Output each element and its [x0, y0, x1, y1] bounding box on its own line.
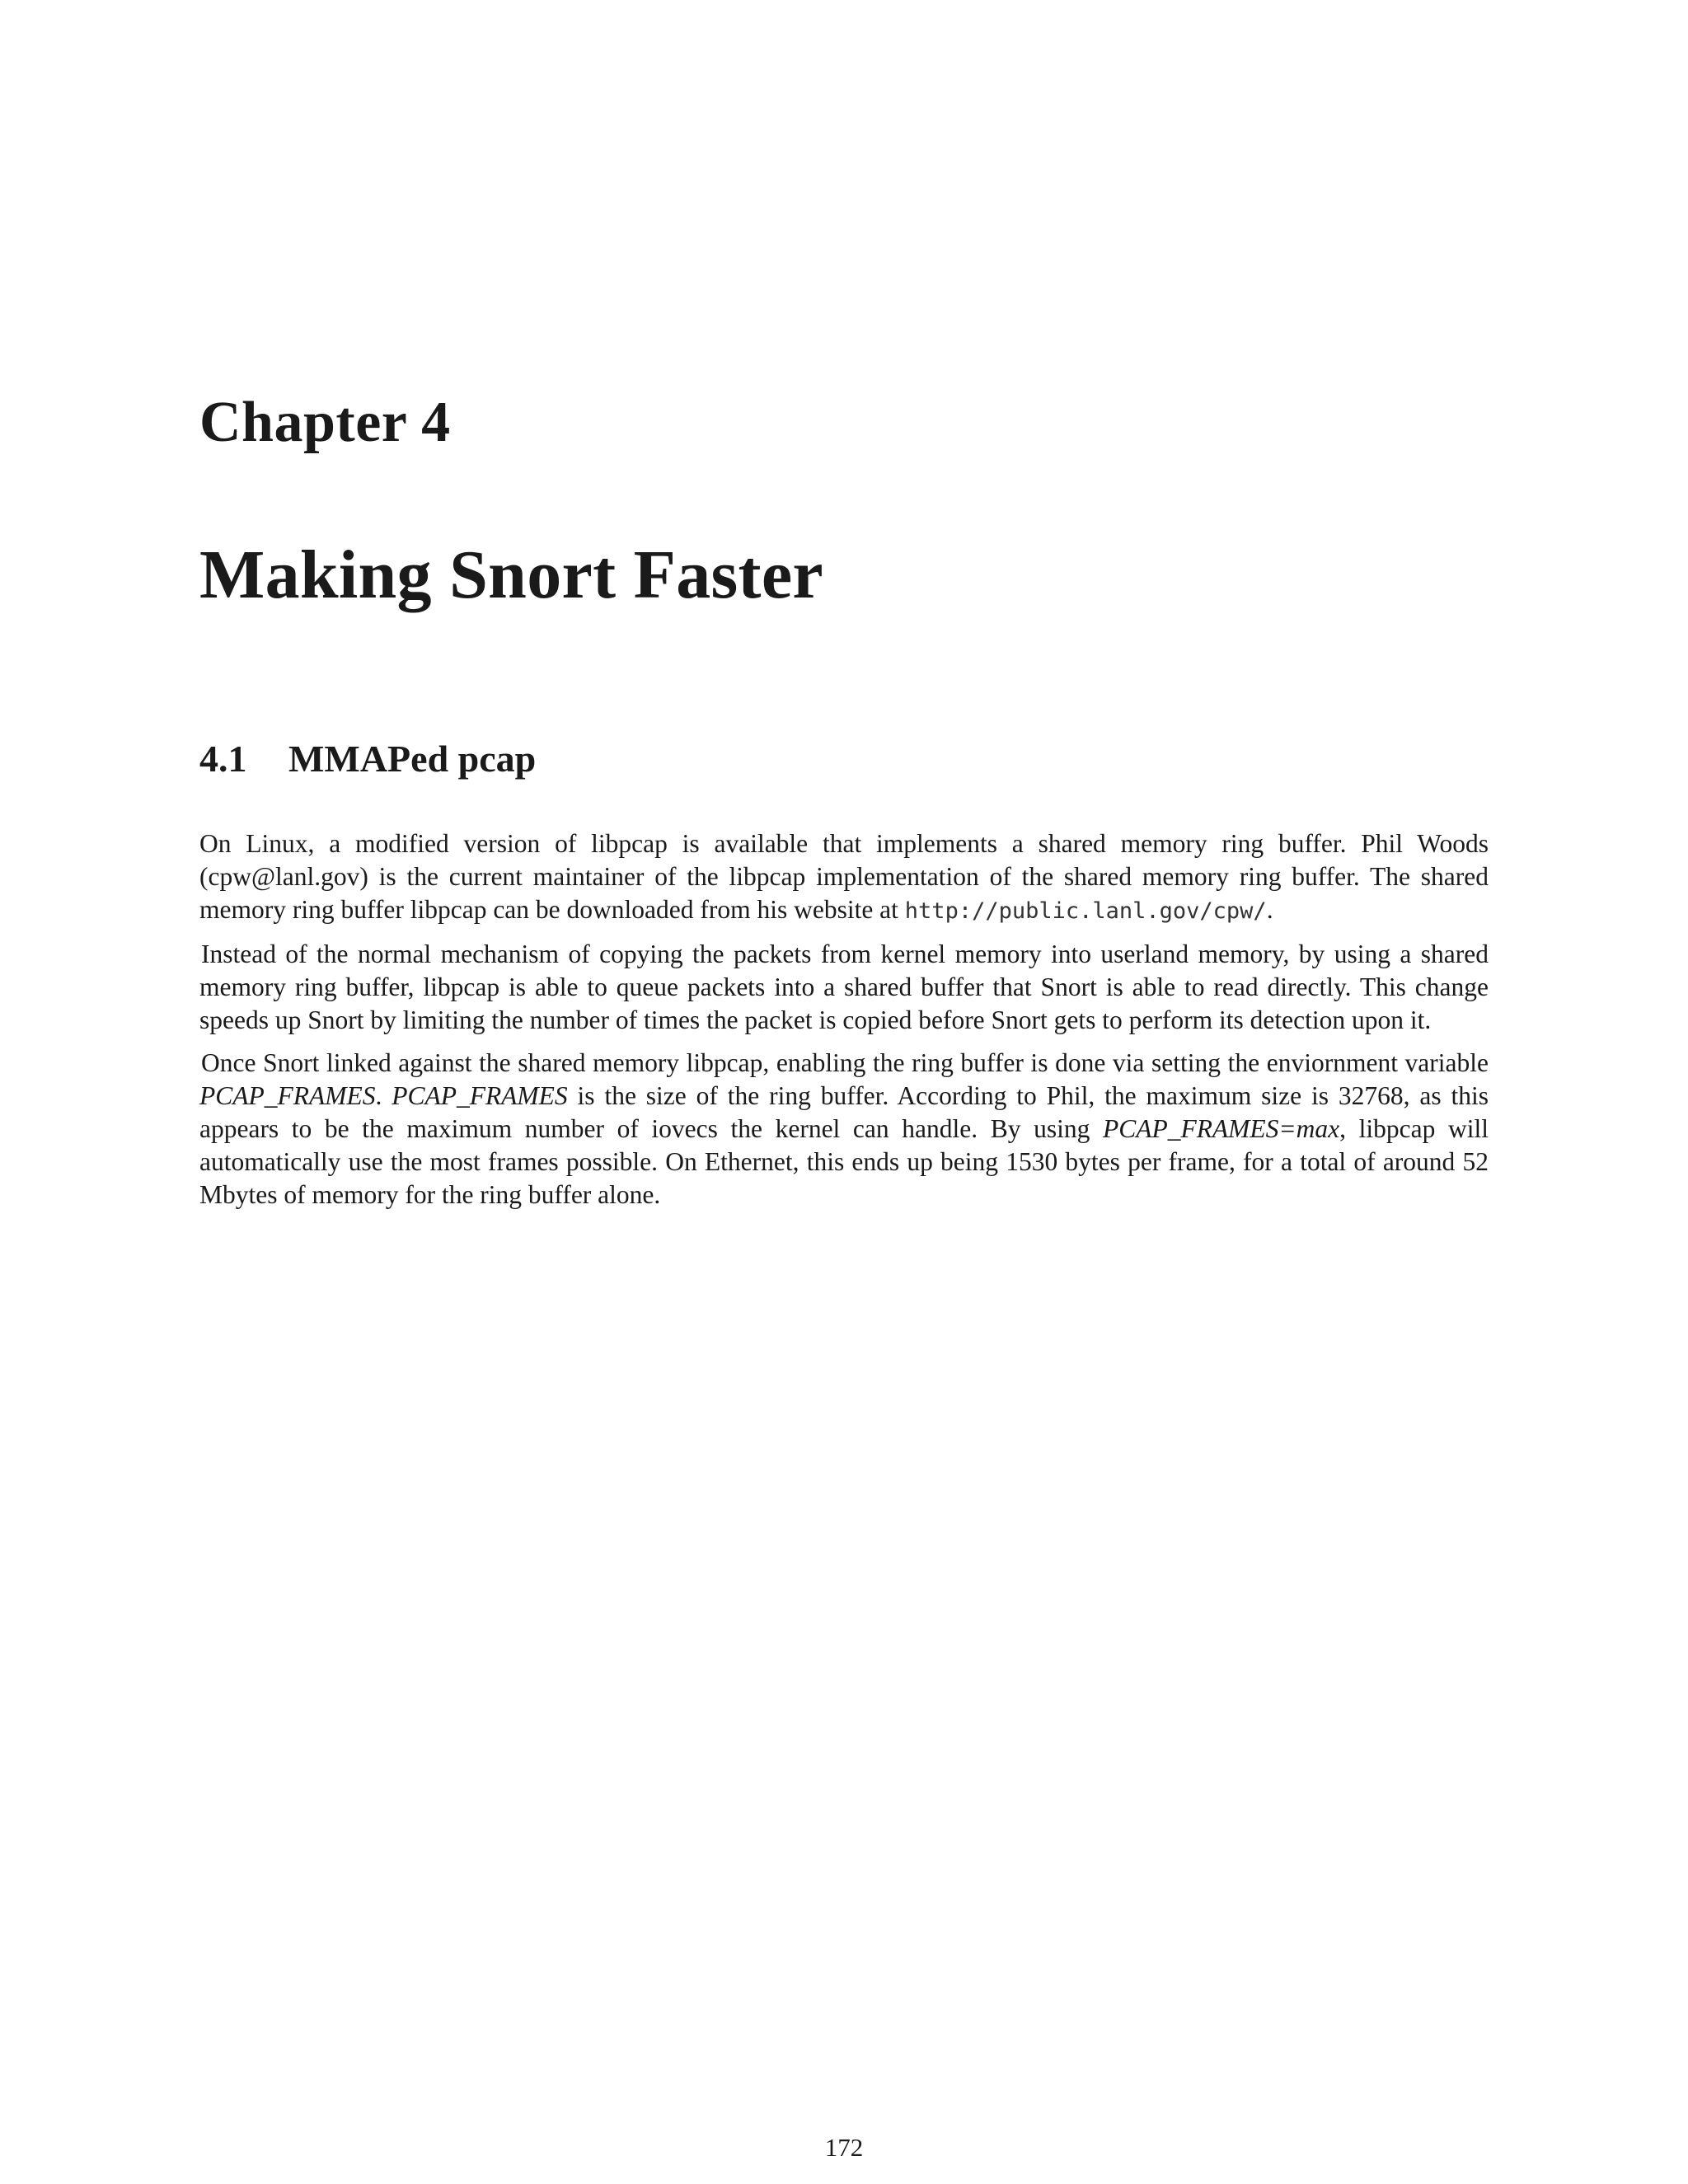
- chapter-title: Making Snort Faster: [199, 537, 823, 613]
- paragraph-1-text-a: On Linux, a modified version of libpcap is available that implements a shared memory ring buffer. Phil Woods (cpw@lanl.gov) is the current maintainer of the libpcap implementation of the shared memory ring buffer. The shared memory ring buffer libpcap can be downloaded from his website at: [199, 829, 1489, 924]
- website-url-link[interactable]: http://public.lanl.gov/cpw/: [904, 898, 1267, 924]
- paragraph-3-text-b: .: [375, 1081, 392, 1110]
- page-number: 172: [824, 2133, 864, 2162]
- pcap-frames-variable: PCAP_FRAMES: [199, 1081, 376, 1110]
- pcap-frames-variable-2: PCAP_FRAMES: [392, 1081, 568, 1110]
- pcap-frames-max-setting: PCAP_FRAMES=max: [1102, 1114, 1340, 1143]
- section-title: MMAPed pcap: [288, 738, 537, 780]
- paragraph-3: [199, 1047, 1489, 1212]
- paragraph-3-text-a: Once Snort linked against the shared memory libpcap, enabling the ring buffer is done via setting the enviornment variable: [201, 1048, 1489, 1077]
- chapter-label: Chapter 4: [199, 391, 451, 454]
- body-text: [199, 827, 1489, 1221]
- paragraph-2: Instead of the normal mechanism of copying the packets from kernel memory into userland memory, by using a shared memory ring buffer, libpcap is able to queue packets into a shared buffer that Snort is able to read directly. This change speeds up Snort by limiting the number of times the packet is copied before Snort gets to perform its detection upon it.: [199, 940, 1489, 1034]
- paragraph-1-text-b: .: [1266, 895, 1273, 924]
- paragraph-3-text-c: is the size of the ring buffer. According to Phil, the maximum size is 32768, as this appears to be the maximum number of iovecs the kernel can handle. By using: [199, 1081, 1489, 1143]
- paragraph-3-text-d: , libpcap will automatically use the most frames possible. On Ethernet, this ends up being 1530 bytes per frame, for a total of around 52 Mbytes of memory for the ring buffer alone.: [199, 1114, 1489, 1209]
- section-heading: [199, 740, 536, 778]
- paragraph-1: [199, 827, 1489, 928]
- section-number: 4.1: [199, 738, 247, 780]
